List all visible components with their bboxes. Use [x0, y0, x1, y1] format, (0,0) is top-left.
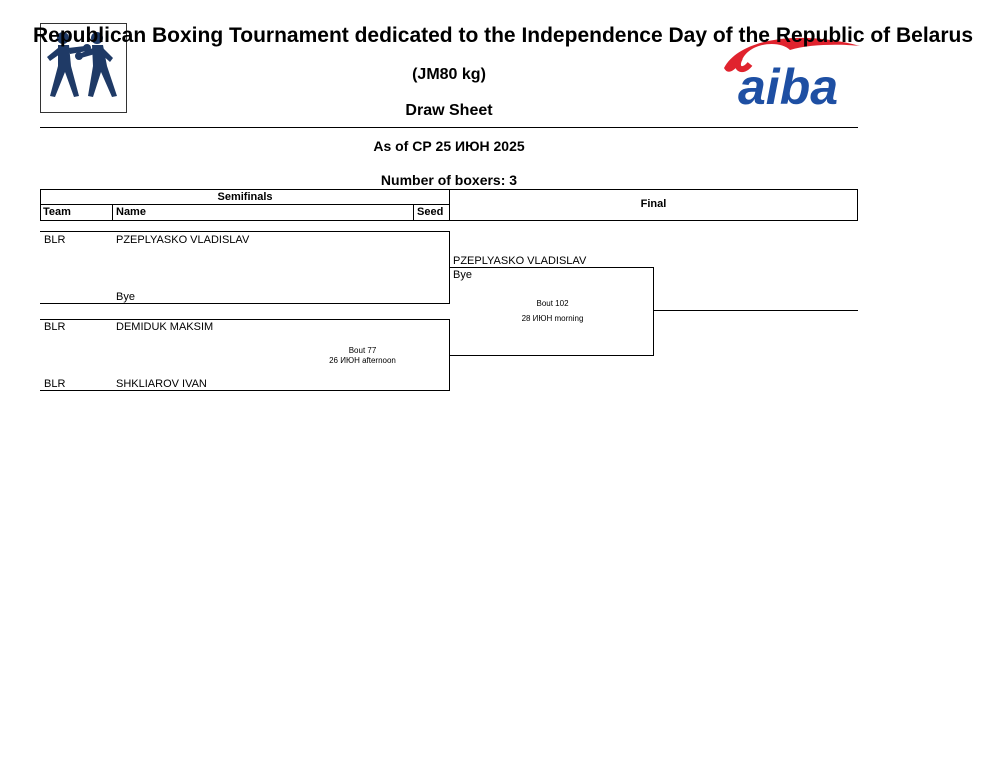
col-divider-seed	[413, 204, 414, 221]
final-bracket-vertical	[653, 267, 654, 356]
tournament-title: Republican Boxing Tournament dedicated to the Independence Day of the Republic of Belarus	[32, 24, 974, 47]
sf1-bottom-name: Bye	[116, 291, 135, 303]
col-name-label: Name	[116, 206, 146, 218]
sheet-name: Draw Sheet	[405, 102, 493, 119]
winner-line	[653, 310, 858, 311]
sf1-bottom-line	[40, 303, 450, 304]
final-top-name: PZEPLYASKO VLADISLAV	[453, 255, 587, 267]
sf1-top-team: BLR	[44, 234, 66, 246]
final-top-result: Bye	[453, 269, 472, 281]
semifinals-label: Semifinals	[217, 191, 273, 203]
sf2-top-line	[40, 319, 450, 320]
final-bout-schedule: 28 ИЮН morning	[521, 314, 584, 323]
aiba-logo-text: aiba	[738, 59, 839, 110]
sf1-top-name: PZEPLYASKO VLADISLAV	[116, 234, 250, 246]
sf2-bottom-line	[40, 390, 450, 391]
col-team-label: Team	[43, 206, 71, 218]
sf2-top-team: BLR	[44, 321, 66, 333]
final-top-line	[449, 267, 653, 268]
sf1-top-line	[40, 231, 450, 232]
sf2-bottom-name: SHKLIAROV IVAN	[116, 378, 207, 390]
weight-class: (JM80 kg)	[412, 66, 486, 83]
final-bout-number: Bout 102	[536, 299, 569, 308]
sf2-bottom-team: BLR	[44, 378, 66, 390]
header-divider	[40, 127, 858, 128]
sf2-top-name: DEMIDUK MAKSIM	[116, 321, 214, 333]
boxers-count: Number of boxers: 3	[380, 172, 518, 188]
sf2-bout-schedule: 26 ИЮН afternoon	[329, 356, 396, 365]
semifinals-header-divider	[40, 204, 450, 205]
final-label: Final	[640, 198, 667, 210]
col-seed-label: Seed	[417, 206, 444, 218]
final-bottom-line	[449, 355, 654, 356]
col-divider-team	[112, 204, 113, 221]
as-of-date: As of СР 25 ИЮН 2025	[373, 138, 525, 154]
sf2-bout-number: Bout 77	[348, 346, 377, 355]
